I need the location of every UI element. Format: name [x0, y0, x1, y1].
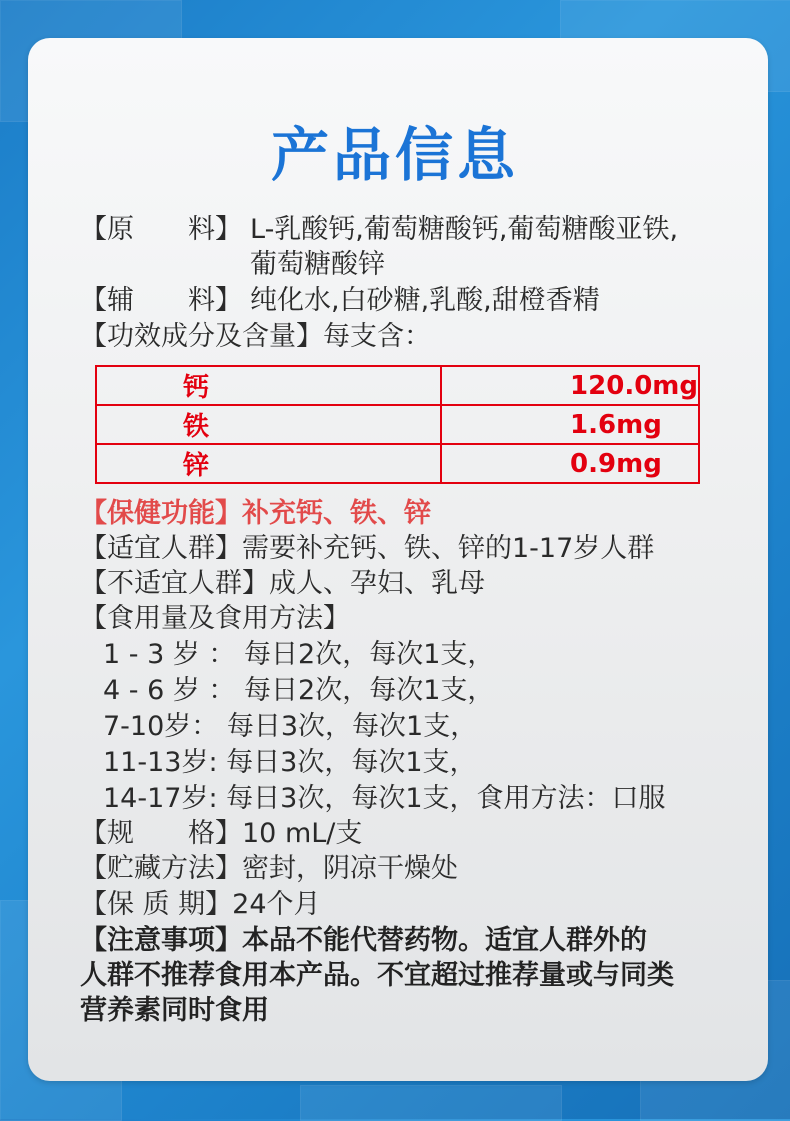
- dosage-item: 14-17岁: 每日3次，每次1支，食用方法：口服: [103, 783, 666, 814]
- ingredients-value-cont: 葡萄糖酸锌: [250, 249, 385, 280]
- nutrient-amount: 0.9mg: [441, 444, 699, 483]
- ingredients-value: L-乳酸钙,葡萄糖酸钙,葡萄糖酸亚铁,: [250, 214, 679, 245]
- specification: 【规 格】10 mL/支: [80, 818, 363, 849]
- excipients-label: 【辅 料】: [80, 285, 242, 316]
- active-ingredients-label: 【功效成分及含量】每支含：: [80, 321, 431, 352]
- dosage-item: 1 - 3 岁 ： 每日2次，每次1支，: [103, 639, 495, 670]
- suitable-population: 【适宜人群】需要补充钙、铁、锌的1-17岁人群: [80, 533, 655, 564]
- table-row: [96, 444, 699, 483]
- notice: 【注意事项】本品不能代替药物。适宜人群外的: [80, 925, 647, 956]
- unsuitable-population: 【不适宜人群】成人、孕妇、乳母: [80, 568, 485, 599]
- table-row: [96, 366, 699, 405]
- nutrient-name: 铁: [96, 405, 441, 444]
- nutrient-table: [95, 365, 700, 484]
- storage-method: 【贮藏方法】密封，阴凉干燥处: [80, 853, 458, 884]
- notice-cont: 营养素同时食用: [80, 995, 269, 1026]
- health-function: 【保健功能】补充钙、铁、锌: [80, 498, 431, 529]
- nutrient-name: 锌: [96, 444, 441, 483]
- shelf-life: 【保 质 期】24个月: [80, 889, 321, 920]
- page-title: 产品信息: [270, 121, 519, 189]
- nutrient-amount: 120.0mg: [441, 366, 699, 405]
- notice-cont: 人群不推荐食用本产品。不宜超过推荐量或与同类: [80, 960, 674, 991]
- excipients-value: 纯化水,白砂糖,乳酸,甜橙香精: [250, 285, 600, 316]
- dosage-label: 【食用量及食用方法】: [80, 603, 350, 634]
- nutrient-name: 钙: [96, 366, 441, 405]
- dosage-item: 11-13岁: 每日3次，每次1支，: [103, 747, 477, 778]
- nutrient-amount: 1.6mg: [441, 405, 699, 444]
- ingredients-label: 【原 料】: [80, 214, 242, 245]
- dosage-item: 4 - 6 岁 ： 每日2次，每次1支，: [103, 675, 495, 706]
- dosage-item: 7-10岁： 每日3次，每次1支，: [103, 711, 478, 742]
- table-row: [96, 405, 699, 444]
